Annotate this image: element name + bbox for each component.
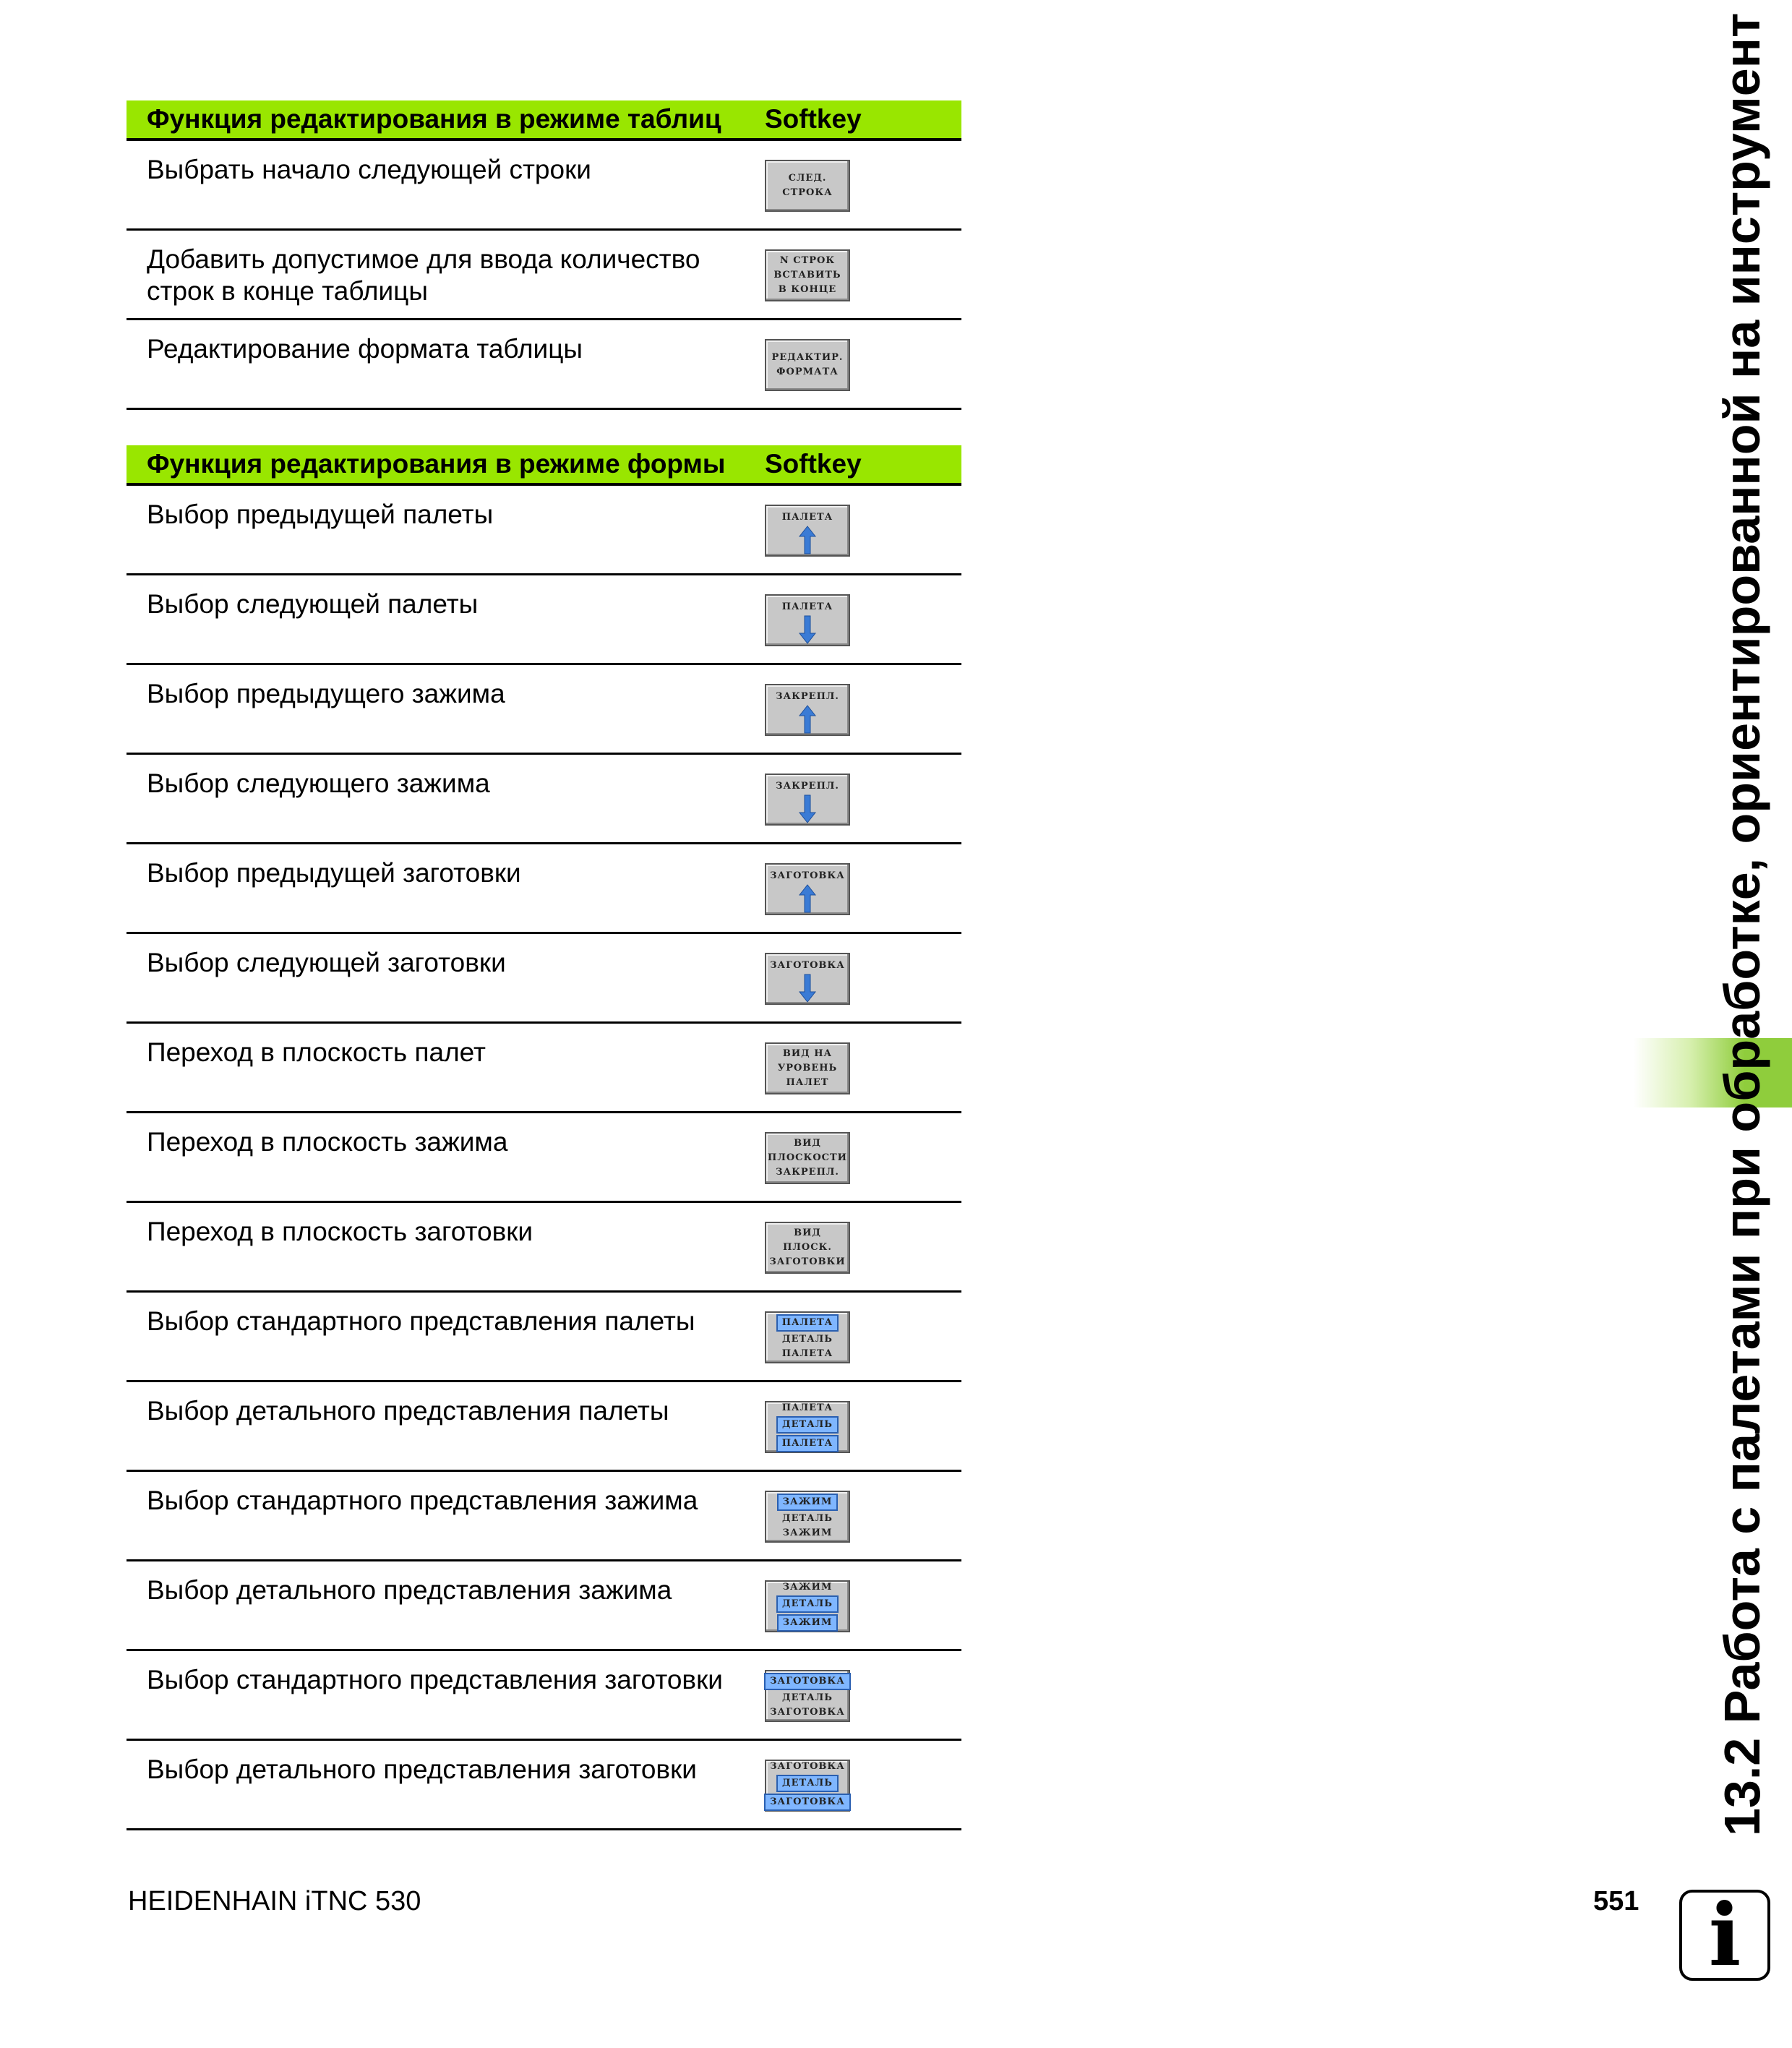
table-row [127,575,961,665]
table-row [127,1203,961,1293]
table-edit-mode [127,100,961,410]
softkey-button[interactable] [765,1491,850,1543]
softkey-button[interactable] [765,863,850,915]
arrow-up-icon [797,525,818,555]
header-softkey: Softkey [765,449,862,479]
softkey-button[interactable] [765,249,850,301]
softkey-label: ПАЛЕТ [786,1077,829,1088]
softkey-label: ДЕТАЛЬ [776,1775,839,1792]
softkey-label: СЛЕД. [788,173,827,184]
softkey-label: ДЕТАЛЬ [782,1513,833,1524]
softkey-button[interactable] [765,1580,850,1632]
table-rows [127,141,961,410]
page-number: 551 [1593,1886,1639,1916]
table-row [127,1472,961,1561]
softkey-label: ЗАКРЕПЛ. [776,691,839,702]
softkey-button[interactable] [765,1311,850,1363]
softkey-button[interactable] [765,774,850,826]
softkey-button[interactable] [765,339,850,391]
softkey-label: ДЕТАЛЬ [782,1692,833,1703]
function-description: Добавить допустимое для ввода количество строк в конце таблицы [147,244,700,306]
chapter-title: 13.2 Работа с палетами при обработке, ориентированной на инструмент [1714,12,1770,1836]
info-icon: i [1679,1890,1770,1981]
softkey-label: ПАЛЕТА [776,1314,839,1332]
softkey-label: ПАЛЕТА [781,1402,833,1413]
softkey-label: ВИД [794,1227,821,1238]
header-softkey: Softkey [765,104,862,134]
softkey-label: ЗАГОТОВКА [770,1707,845,1718]
softkey-button[interactable] [765,1132,850,1184]
header-function: Функция редактирования в режиме таблиц [147,104,721,134]
function-description: Выбор стандартного представления заготовки [147,1665,723,1694]
softkey-button[interactable] [765,160,850,212]
softkey-label: ЗАЖИМ [782,1582,833,1593]
softkey-button[interactable] [765,953,850,1005]
softkey-label: ЗАКРЕПЛ. [776,1167,839,1178]
function-description: Выбор следующей заготовки [147,948,506,977]
softkey-label: ЗАЖИМ [777,1614,839,1632]
table-row [127,231,961,320]
header-function: Функция редактирования в режиме формы [147,449,726,479]
softkey-label: ФОРМАТА [776,367,839,377]
softkey-label: ПАЛЕТА [781,601,833,612]
softkey-button[interactable] [765,594,850,646]
function-description: Выбор детального представления заготовки [147,1754,697,1784]
softkey-button[interactable] [765,684,850,736]
arrow-down-icon [797,973,818,1003]
function-description: Выбор предыдущей палеты [147,500,494,529]
softkey-label: ЗАГОТОВКИ [769,1256,846,1267]
function-description: Выбор детального представления зажима [147,1575,672,1605]
table-header [127,100,961,141]
softkey-label: N СТРОК [779,255,836,266]
softkey-label: ЗАКРЕПЛ. [776,781,839,792]
table-row [127,755,961,844]
softkey-button[interactable] [765,1042,850,1094]
function-description: Переход в плоскость палет [147,1037,486,1067]
softkey-label: РЕДАКТИР. [771,352,844,363]
function-description: Переход в плоскость зажима [147,1127,508,1157]
arrow-down-icon [797,794,818,824]
softkey-label: ПАЛЕТА [776,1435,839,1452]
table-row [127,1024,961,1113]
function-description: Переход в плоскость заготовки [147,1217,533,1246]
function-description: Выбор следующего зажима [147,768,490,798]
table-row [127,486,961,575]
softkey-button[interactable] [765,1401,850,1453]
function-description: Выбор стандартного представления палеты [147,1306,695,1336]
softkey-label: ВИД НА [782,1048,833,1059]
function-description: Выбор стандартного представления зажима [147,1486,698,1515]
table-row [127,1741,961,1830]
softkey-label: ВИД [794,1138,821,1149]
table-header [127,445,961,486]
function-description: Выбрать начало следующей строки [147,155,591,184]
table-row [127,1293,961,1382]
softkey-label: ДЕТАЛЬ [776,1416,839,1434]
softkey-label: ПЛОСКОСТИ [768,1152,847,1163]
table-row [127,141,961,231]
softkey-label: ДЕТАЛЬ [776,1595,839,1613]
softkey-button[interactable] [765,1760,850,1812]
softkey-button[interactable] [765,1670,850,1722]
softkey-label: ПАЛЕТА [781,1348,833,1359]
softkey-label: ЗАГОТОВКА [770,960,845,971]
function-description: Выбор предыдущего зажима [147,679,505,708]
table-row [127,1651,961,1741]
softkey-label: СТРОКА [782,187,833,198]
table-row [127,1113,961,1203]
softkey-label: ВСТАВИТЬ [773,270,841,280]
softkey-label: ЗАГОТОВКА [770,1761,845,1772]
softkey-label: ЗАГОТОВКА [764,1673,851,1690]
function-description: Выбор следующей палеты [147,589,479,619]
arrow-up-icon [797,883,818,914]
softkey-label: ЗАГОТОВКА [770,870,845,881]
function-description: Выбор предыдущей заготовки [147,858,521,888]
table-row [127,934,961,1024]
form-edit-mode [127,445,961,1830]
function-description: Редактирование формата таблицы [147,334,583,364]
table-row [127,665,961,755]
softkey-label: ПЛОСК. [783,1242,832,1253]
table-row [127,1382,961,1472]
arrow-up-icon [797,704,818,734]
table-row [127,844,961,934]
softkey-label: ДЕТАЛЬ [782,1334,833,1345]
arrow-down-icon [797,614,818,645]
footer-product: HEIDENHAIN iTNC 530 [128,1886,421,1916]
softkey-label: В КОНЦЕ [778,284,837,295]
table-rows [127,486,961,1830]
table-row [127,320,961,410]
softkey-label: ЗАЖИМ [777,1494,839,1511]
softkey-label: ПАЛЕТА [781,512,833,523]
table-row [127,1561,961,1651]
softkey-button[interactable] [765,1222,850,1274]
softkey-button[interactable] [765,505,850,557]
softkey-label: УРОВЕНЬ [777,1063,838,1074]
function-description: Выбор детального представления палеты [147,1396,669,1426]
softkey-label: ЗАЖИМ [782,1528,833,1538]
softkey-label: ЗАГОТОВКА [764,1794,851,1811]
